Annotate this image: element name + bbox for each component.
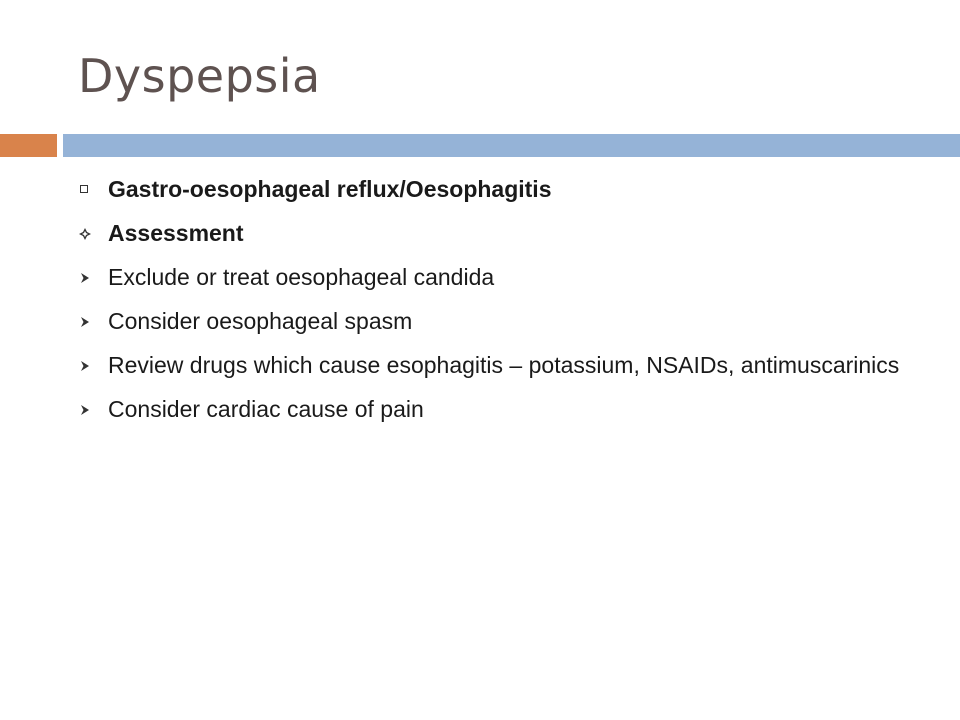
title-rule-accent (0, 134, 57, 157)
bullet-text: Consider cardiac cause of pain (108, 396, 424, 422)
arrow-bullet-icon (74, 306, 108, 336)
square-bullet-icon (74, 174, 108, 204)
bullet-item (74, 218, 934, 248)
slide-title: Dyspepsia (78, 49, 321, 103)
bullet-text: Consider oesophageal spasm (108, 308, 413, 334)
arrow-bullet-icon (74, 394, 108, 424)
bullet-item (74, 262, 934, 292)
diamond-bullet-icon (74, 218, 108, 248)
bullet-text: Review drugs which cause esophagitis – potassium, NSAIDs, antimuscarinics (108, 352, 900, 378)
bullet-text: Gastro-oesophageal reflux/Oesophagitis (108, 176, 552, 202)
bullet-text: Assessment (108, 220, 244, 246)
title-rule-bar (63, 134, 960, 157)
bullet-item (74, 174, 934, 204)
bullet-item (74, 306, 934, 336)
bullet-item (74, 350, 934, 380)
arrow-bullet-icon (74, 350, 108, 380)
arrow-bullet-icon (74, 262, 108, 292)
bullet-text: Exclude or treat oesophageal candida (108, 264, 495, 290)
bullet-list (74, 174, 934, 438)
bullet-item (74, 394, 934, 424)
